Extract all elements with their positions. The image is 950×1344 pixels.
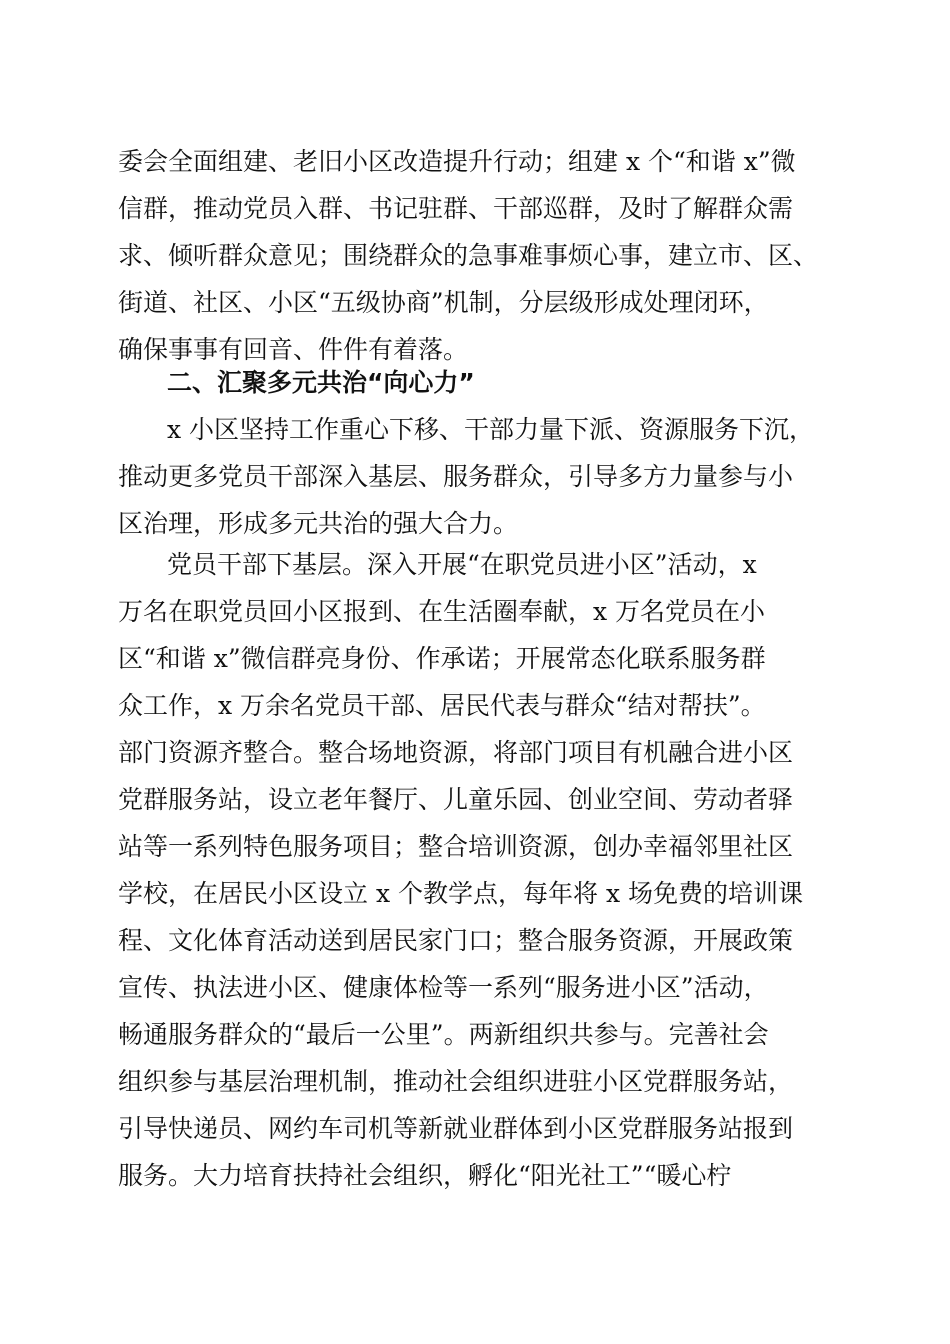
body-text-line: 委会全面组建、老旧小区改造提升行动；组建 x 个“和谐 x”微 — [118, 147, 796, 176]
body-text-line: 求、倾听群众意见；围绕群众的急事难事烦心事，建立市、区、 — [118, 241, 819, 270]
body-text-line: 万名在职党员回小区报到、在生活圈奉献，x 万名党员在小 — [118, 597, 766, 626]
body-text-line: 组织参与基层治理机制，推动社会组织进驻小区党群服务站， — [118, 1067, 794, 1096]
body-text-line: 众工作，x 万余名党员干部、居民代表与群众“结对帮扶”。 — [118, 691, 766, 720]
body-text-line: 站等一系列特色服务项目；整合培训资源，创办幸福邻里社区 — [118, 832, 794, 861]
paragraph-first-line: x 小区坚持工作重心下移、干部力量下派、资源服务下沉， — [167, 415, 815, 444]
body-text-line: 部门资源齐整合。整合场地资源，将部门项目有机融合进小区 — [118, 738, 794, 767]
body-text-line: 学校，在居民小区设立 x 个教学点，每年将 x 场免费的培训课 — [118, 879, 803, 908]
body-text-line: 信群，推动党员入群、书记驻群、干部巡群，及时了解群众需 — [118, 194, 794, 223]
paragraph-first-line: 党员干部下基层。深入开展“在职党员进小区”活动，x — [167, 550, 757, 579]
body-text-line: 党群服务站，设立老年餐厅、儿童乐园、创业空间、劳动者驿 — [118, 785, 794, 814]
section-heading: 二、汇聚多元共治“向心力” — [167, 368, 475, 397]
body-text-line: 区治理，形成多元共治的强大合力。 — [118, 509, 519, 538]
body-text-line: 街道、社区、小区“五级协商”机制，分层级形成处理闭环， — [118, 288, 769, 317]
body-text-line: 确保事事有回音、件件有着落。 — [118, 335, 469, 364]
body-text-line: 区“和谐 x”微信群亮身份、作承诺；开展常态化联系服务群 — [118, 644, 766, 673]
body-text-line: 服务。大力培育扶持社会组织，孵化“阳光社工”“暖心柠 — [118, 1161, 732, 1190]
body-text-line: 引导快递员、网约车司机等新就业群体到小区党群服务站报到 — [118, 1114, 794, 1143]
body-text-line: 程、文化体育活动送到居民家门口；整合服务资源，开展政策 — [118, 926, 794, 955]
body-text-line: 宣传、执法进小区、健康体检等一系列“服务进小区”活动， — [118, 973, 769, 1002]
body-text-line: 畅通服务群众的“最后一公里”。两新组织共参与。完善社会 — [118, 1020, 769, 1049]
body-text-line: 推动更多党员干部深入基层、服务群众，引导多方力量参与小 — [118, 462, 794, 491]
